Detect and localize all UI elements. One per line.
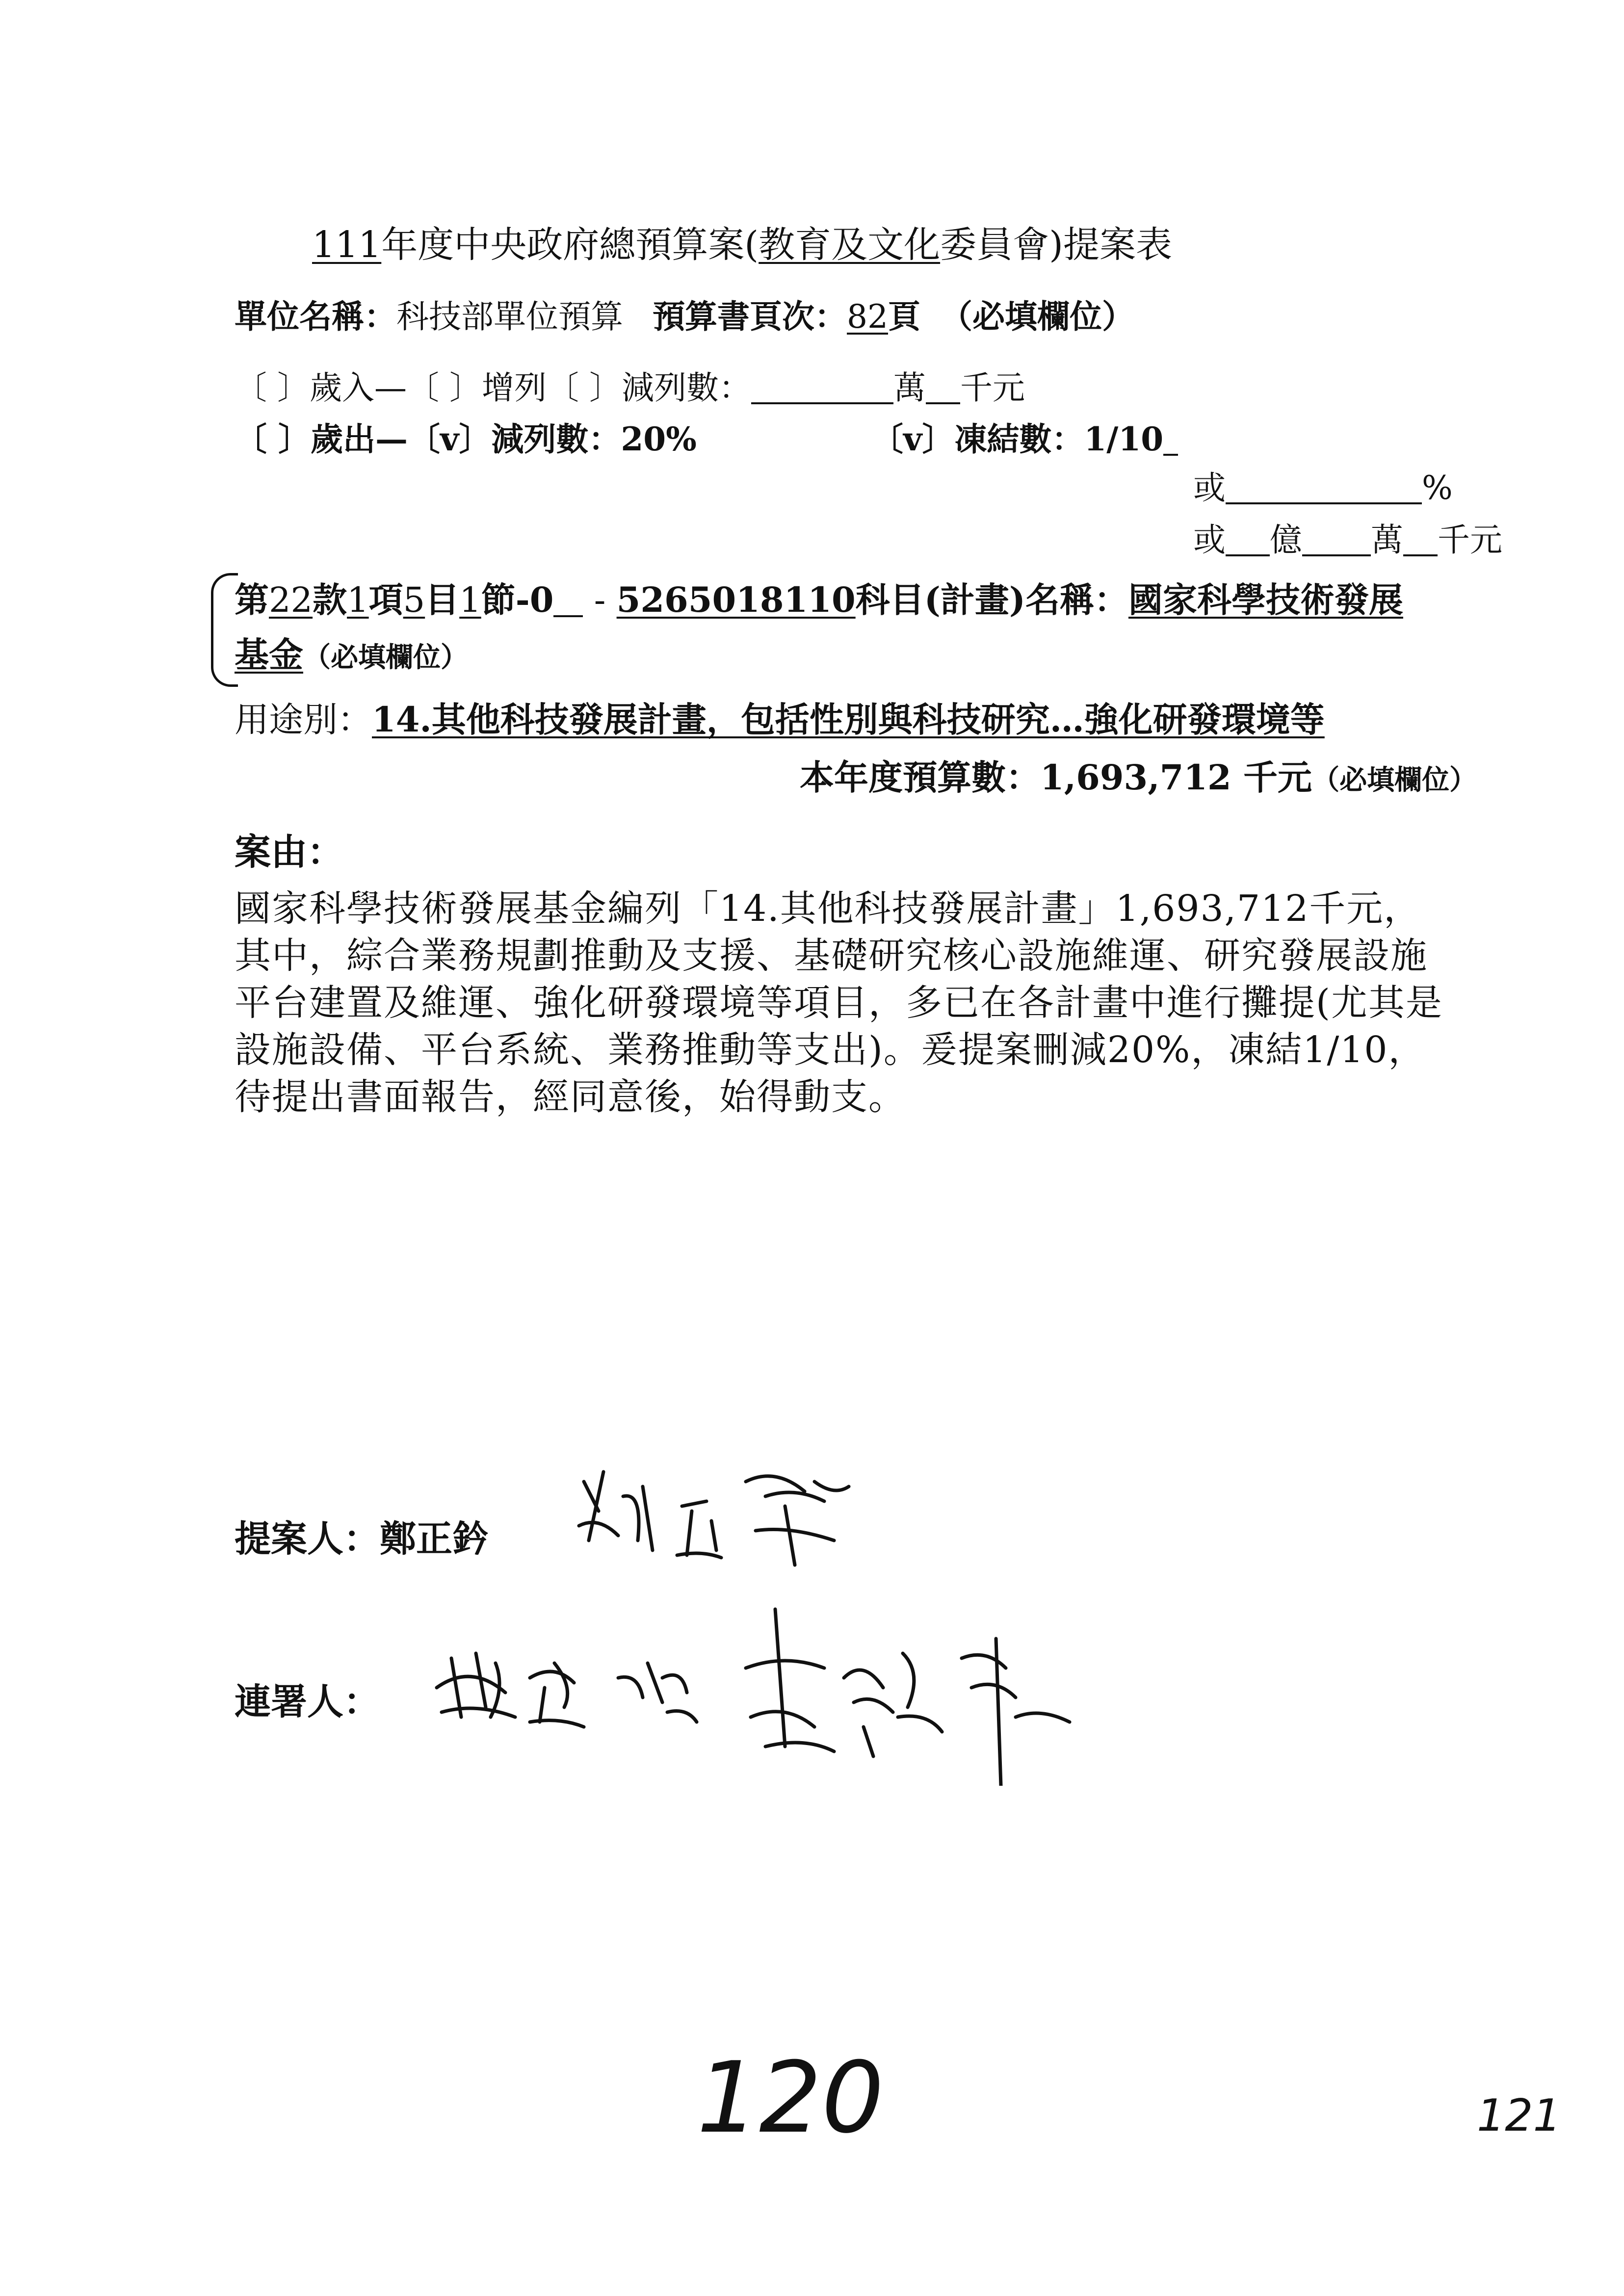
reason-heading: 案由： — [235, 831, 343, 873]
subject-line-2: 基金（必填欄位） — [235, 634, 468, 675]
cosigner-line: 連署人： — [235, 1681, 380, 1723]
proposer-line: 提案人：鄭正鈐 — [235, 1518, 489, 1560]
subject-code: 5265018110 — [616, 579, 856, 620]
form-title: 111年度中央政府總預算案(教育及文化委員會)提案表 — [312, 224, 1172, 266]
page-ref: 82 — [847, 298, 888, 336]
title-committee: 教育及文化 — [759, 224, 941, 266]
unit-name: 科技部單位預算 — [396, 298, 623, 336]
or-percent-line: 或 % — [1193, 469, 1453, 507]
subject-name: 國家科學技術發展 — [1128, 579, 1403, 620]
proposer-name: 鄭正鈐 — [380, 1518, 489, 1560]
budget-line: 本年度預算數：1,693,712 千元（必填欄位） — [800, 757, 1477, 798]
purpose-line: 用途別：14.其他科技發展計畫，包括性別與科技研究…強化研發環境等 — [235, 699, 1325, 740]
proposer-signature — [569, 1452, 873, 1580]
freeze-line: 〔v〕凍結數：1/10 — [871, 423, 1178, 456]
cosigner-signature — [432, 1590, 1079, 1786]
subject-line: 第22款1項5目1節-0 - 5265018110科目(計畫)名稱：國家科學技術發展 — [235, 579, 1403, 620]
corner-number: 121 — [1477, 2090, 1561, 2141]
expense-line: 〔 〕歲出—〔v〕減列數：20% — [235, 420, 697, 458]
unit-line: 單位名稱：科技部單位預算 預算書頁次：82頁 （必填欄位） — [235, 297, 1134, 336]
page-number: 120 — [697, 2041, 884, 2155]
budget-amount: 本年度預算數：1,693,712 千元 — [800, 757, 1312, 798]
purpose-value: 14.其他科技發展計畫，包括性別與科技研究…強化研發環境等 — [372, 699, 1325, 740]
title-year: 111 — [312, 224, 382, 266]
subject-bracket — [211, 573, 238, 687]
or-amount-line: 或 億 萬 千元 — [1193, 521, 1502, 559]
reason-body: 國家科學技術發展基金編列「14.其他科技發展計畫」1,693,712千元，其中，綜合業務規劃推動及支援、基礎研究核心設施維運、研究發展設施平台建置及維運、強化研發環境等項目，多已在各計畫中進行攤提(尤其是設施設備、平台系統、業務推動等支出)。爰提案刪減20%，凍結1/10，待提出書面報告，經同意後，始得動支。 — [235, 887, 1443, 1118]
revenue-line: 〔 〕歲入—〔 〕增列〔 〕減列數： 萬 千元 — [235, 369, 1025, 407]
